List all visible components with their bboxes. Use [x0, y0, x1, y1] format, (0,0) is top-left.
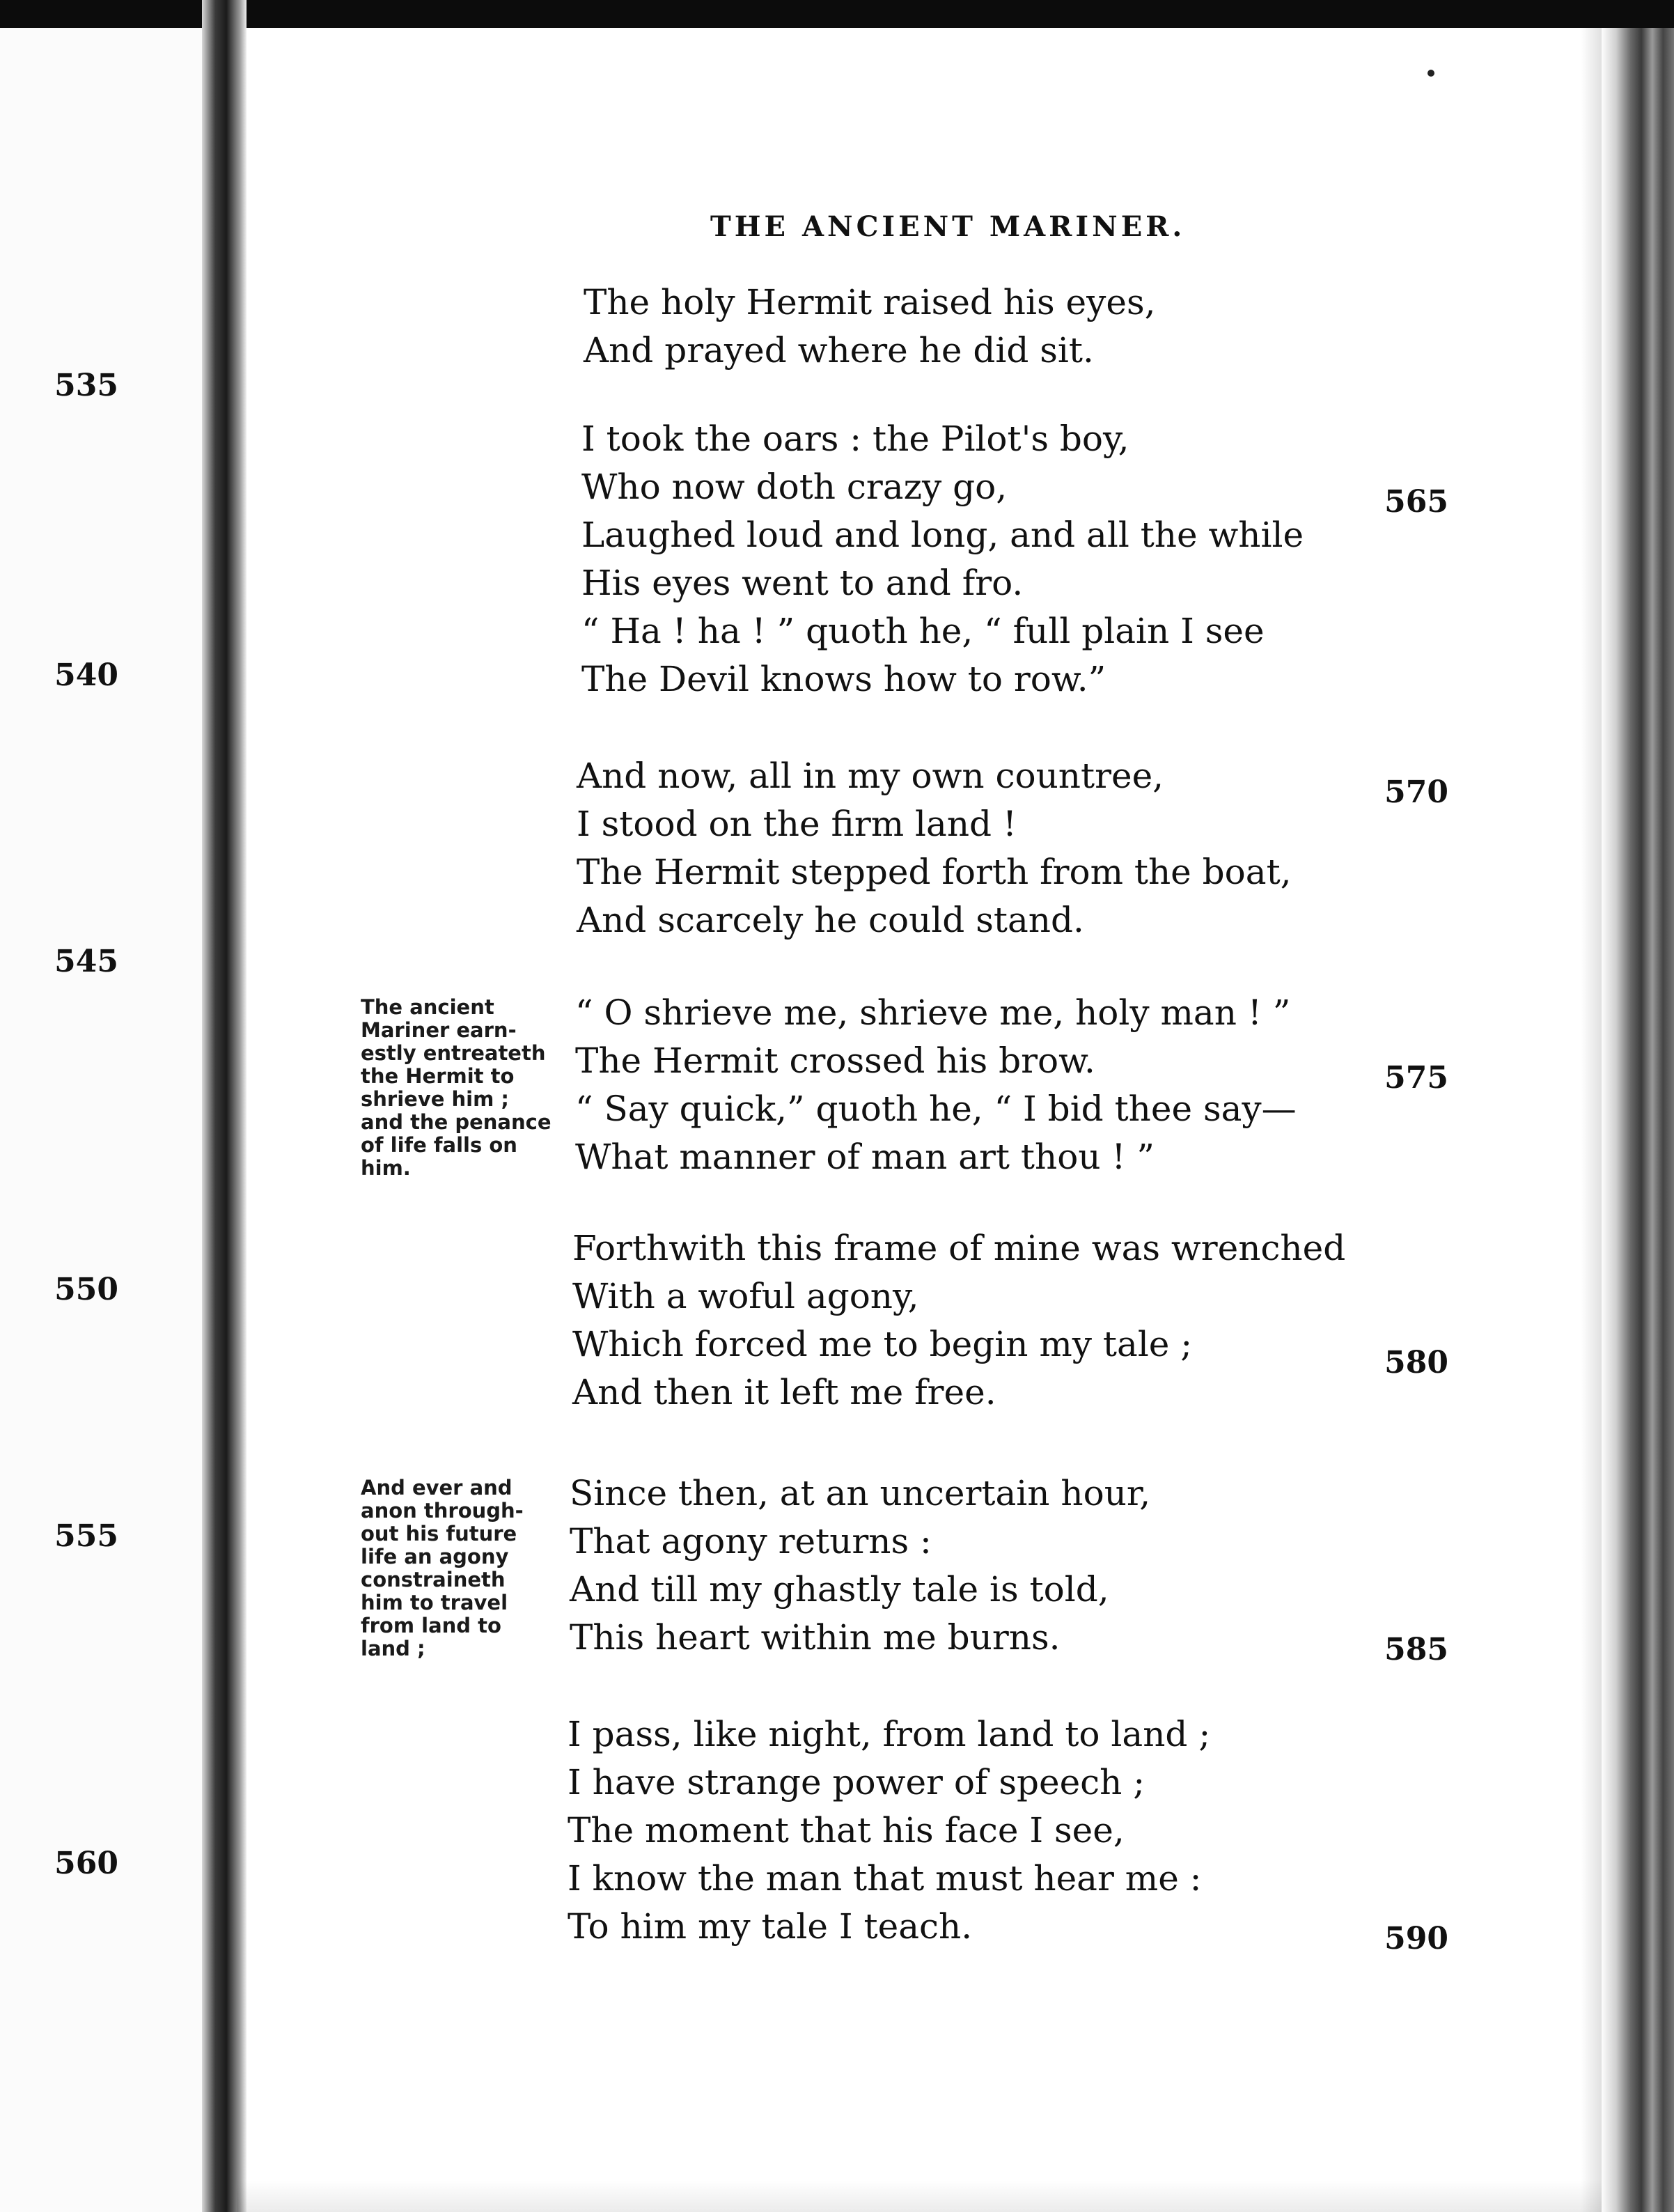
verse-line: Who now doth crazy go,: [581, 467, 1008, 507]
gloss-line: shrieve him ;: [361, 1087, 509, 1111]
verse-line: I know the man that must hear me :: [568, 1858, 1202, 1899]
right-line-number: 585: [1384, 1632, 1448, 1667]
gloss-line: of life falls on: [361, 1133, 517, 1157]
verse-line: The Hermit stepped forth from the boat,: [577, 852, 1292, 892]
ink-speck: [1427, 70, 1434, 77]
gloss-line: constraineth: [361, 1568, 506, 1591]
verse-line: His eyes went to and fro.: [581, 563, 1024, 603]
running-head: THE ANCIENT MARINER.: [710, 210, 1186, 243]
book-gutter: [202, 0, 247, 2212]
verse-line: “ Say quick,” quoth he, “ I bid thee say—: [575, 1089, 1297, 1129]
left-line-number: 560: [54, 1846, 118, 1881]
left-line-number: 555: [54, 1518, 118, 1554]
gloss-line: from land to: [361, 1614, 501, 1637]
gloss-line: life an agony: [361, 1545, 509, 1568]
right-line-number: 570: [1384, 774, 1448, 810]
left-line-number: 535: [54, 368, 118, 403]
gloss-line: The ancient: [361, 995, 494, 1019]
left-line-number: 545: [54, 944, 118, 979]
verse-line: Which forced me to begin my tale ;: [572, 1324, 1193, 1364]
stanza: [584, 279, 1156, 375]
verse-line: “ O shrieve me, shrieve me, holy man ! ”: [575, 992, 1291, 1033]
left-line-number: 540: [54, 657, 118, 693]
gloss-line: him.: [361, 1156, 411, 1180]
facing-page: [0, 28, 223, 2212]
right-line-number: 575: [1384, 1060, 1448, 1096]
verse-line: With a woful agony,: [572, 1276, 919, 1316]
gloss-line: anon through-: [361, 1499, 524, 1522]
stanza: [577, 752, 1292, 944]
verse-line: And scarcely he could stand.: [577, 900, 1084, 940]
verse-line: The holy Hermit raised his eyes,: [584, 282, 1156, 322]
gloss-line: out his future: [361, 1522, 517, 1545]
verse-line: The Hermit crossed his brow.: [575, 1041, 1095, 1081]
verse-line: And till my ghastly tale is told,: [570, 1569, 1109, 1610]
scan-top-edge: [0, 0, 1674, 28]
verse-line: What manner of man art thou ! ”: [575, 1137, 1155, 1177]
bottom-shadow: [237, 2180, 1602, 2212]
page-edges: [1602, 28, 1674, 2212]
gloss-line: and the penance: [361, 1110, 552, 1134]
verse-line: This heart within me burns.: [570, 1617, 1061, 1658]
marginal-gloss: [361, 1477, 563, 1660]
page-shadow: [1581, 28, 1602, 2212]
gloss-line: the Hermit to: [361, 1064, 515, 1088]
stanza: [568, 1711, 1210, 1951]
right-line-number: 590: [1384, 1921, 1448, 1956]
verse-line: Since then, at an uncertain hour,: [570, 1473, 1151, 1513]
verse-line: I stood on the firm land !: [577, 804, 1017, 844]
verse-line: The moment that his face I see,: [568, 1810, 1125, 1851]
gloss-line: Mariner earn-: [361, 1018, 517, 1042]
gloss-line: him to travel: [361, 1591, 508, 1614]
left-line-number: 550: [54, 1272, 118, 1307]
verse-line: Forthwith this frame of mine was wrenched: [572, 1228, 1346, 1268]
right-line-number: 565: [1384, 484, 1448, 520]
verse-line: Laughed loud and long, and all the while: [581, 515, 1304, 555]
marginal-gloss: [361, 996, 563, 1180]
verse-line: And then it left me free.: [572, 1372, 996, 1412]
verse-line: That agony returns :: [570, 1521, 932, 1561]
verse-line: And now, all in my own countree,: [577, 756, 1164, 796]
verse-line: To him my tale I teach.: [568, 1906, 973, 1947]
gloss-line: estly entreateth: [361, 1041, 546, 1065]
stanza: [572, 1224, 1345, 1417]
verse-line: The Devil knows how to row.”: [581, 659, 1106, 699]
gloss-line: And ever and: [361, 1476, 513, 1500]
gloss-line: land ;: [361, 1637, 425, 1660]
verse-line: And prayed where he did sit.: [584, 330, 1094, 371]
verse-line: I took the oars : the Pilot's boy,: [581, 419, 1129, 459]
stanza: [570, 1470, 1150, 1662]
verse-line: I have strange power of speech ;: [568, 1762, 1145, 1802]
stanza: [581, 415, 1304, 703]
stanza: [575, 989, 1297, 1181]
right-line-number: 580: [1384, 1345, 1448, 1380]
verse-line: I pass, like night, from land to land ;: [568, 1714, 1211, 1754]
verse-line: “ Ha ! ha ! ” quoth he, “ full plain I see: [581, 611, 1265, 651]
